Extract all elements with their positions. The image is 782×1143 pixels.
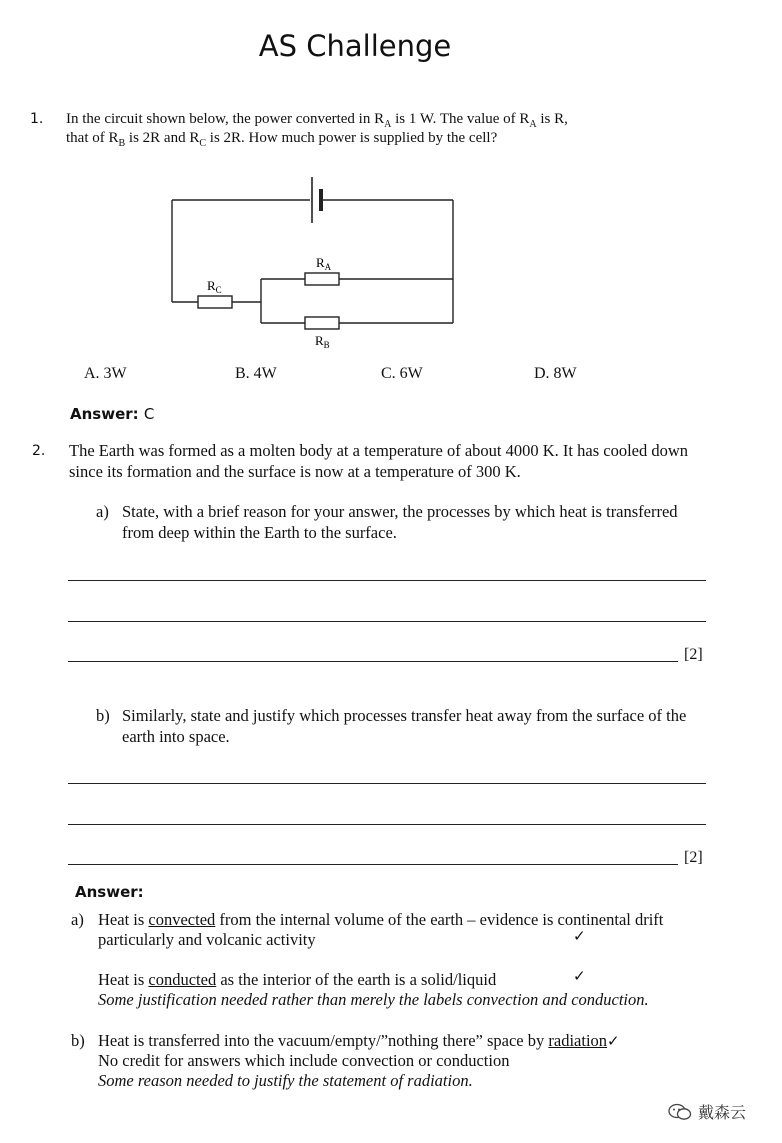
answer-value: C [143, 405, 155, 423]
question-2-intro-line-2: since its formation and the surface is now at a temperature of 300 K. [69, 462, 521, 481]
resistor-ra [305, 273, 339, 285]
wechat-icon [668, 1103, 692, 1121]
answer-a-line-1: Heat is convected from the internal volume of the earth – evidence is continental drift [98, 910, 664, 929]
question-1-answer [70, 405, 154, 423]
answer-label: Answer: [70, 405, 139, 423]
part-b-line-1: Similarly, state and justify which processes transfer heat away from the surface of the [122, 706, 687, 725]
question-2-answer-label: Answer: [75, 883, 144, 901]
answer-b-line-2: No credit for answers which include convection or conduction [98, 1051, 510, 1070]
option-d: D. 8W [534, 365, 577, 382]
answer-b-label: b) [71, 1031, 85, 1050]
answer-line [68, 783, 706, 784]
question-1-text-line-1: In the circuit shown below, the power converted in $R_A$ is 1 W. The value of $R_A$ is R, [66, 111, 568, 130]
answer-line [68, 621, 706, 622]
part-a-line-1: State, with a brief reason for your answer, the processes by which heat is transferred [122, 502, 678, 521]
part-b-line-2: earth into space. [122, 727, 230, 746]
answer-a-line-3: Heat is conducted as the interior of the earth is a solid/liquid [98, 970, 497, 989]
answer-a-line-2: particularly and volcanic activity [98, 930, 316, 949]
part-a-label: a) [96, 502, 109, 521]
option-c: C. 6W [381, 365, 423, 382]
question-2-intro-line-1: The Earth was formed as a molten body at a temperature of about 4000 K. It has cooled down [69, 441, 689, 460]
label-rc: $R_C$ [207, 278, 222, 295]
resistor-rc [198, 296, 232, 308]
part-b-label: b) [96, 706, 110, 725]
answer-b-line-1: Heat is transferred into the vacuum/empty/”nothing there” space by radiation✓ [98, 1031, 620, 1050]
watermark-text: 戴森云 [698, 1103, 747, 1122]
part-a-marks: [2] [684, 646, 703, 663]
question-2-number: 2. [32, 443, 46, 459]
label-rb: $R_B$ [315, 333, 330, 350]
answer-line [68, 580, 706, 581]
answer-line [68, 824, 706, 825]
circuit-diagram [160, 165, 470, 355]
part-a-line-2: from deep within the Earth to the surface. [122, 523, 397, 542]
question-1-text-line-2: that of $R_B$ is 2R and $R_C$ is 2R. How much power is supplied by the cell? [66, 130, 498, 149]
answer-line [68, 864, 678, 865]
check-icon: ✓ [573, 927, 586, 945]
label-ra: $R_A$ [316, 255, 332, 272]
check-icon: ✓ [573, 967, 586, 985]
watermark [668, 1100, 746, 1123]
answer-a-label: a) [71, 910, 84, 929]
part-b-marks: [2] [684, 849, 703, 866]
resistor-rb [305, 317, 339, 329]
option-a: A. 3W [84, 365, 127, 382]
question-1-number: 1. [30, 111, 44, 127]
answer-b-note: Some reason needed to justify the statement of radiation. [98, 1071, 473, 1090]
check-icon: ✓ [607, 1032, 620, 1050]
option-b: B. 4W [235, 365, 277, 382]
answer-a-note: Some justification needed rather than merely the labels convection and conduction. [98, 990, 649, 1009]
page-title: AS Challenge [258, 29, 452, 63]
answer-line [68, 661, 678, 662]
